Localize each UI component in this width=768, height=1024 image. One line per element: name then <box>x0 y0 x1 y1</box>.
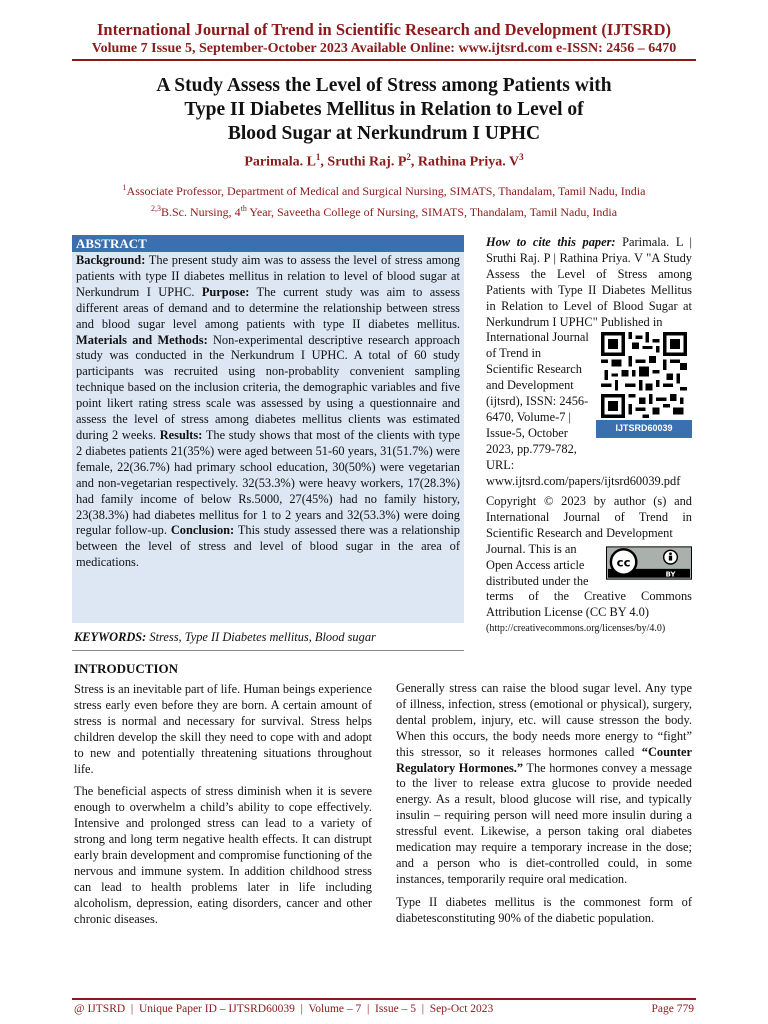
citation-label: How to cite this paper: <box>486 235 616 249</box>
page-footer <box>74 1003 694 1015</box>
author-name: Sruthi Raj. P <box>327 154 407 170</box>
abstract-text: The present study aim was to assess the level of stress among patients with type II diabetes mellitus in relation to level of blood sugar at Nerkundrum I UPHC. <box>76 253 460 299</box>
abstract-label: Materials and Methods: <box>76 332 208 347</box>
intro-left-column <box>74 682 372 935</box>
abstract-box <box>72 235 464 623</box>
qr-block <box>596 332 692 438</box>
author-sup: 1 <box>315 152 321 162</box>
license-url[interactable]: (http://creativecommons.org/licenses/by/4.0) <box>486 623 666 635</box>
intro-paragraph: The beneficial aspects of stress diminish when it is severe enough to overwhelm a child’s ability to cope effectively. Intensive and prolonged stress can lead to a variety of strong and long term negative health effects. It can distrupt early brain development and compromise functioning of the nervous and immune system. In addition childhood stress can lead to health problems later in life including alcoholism, depression, eating disorders, cancer and other chronic diseases. <box>74 784 372 926</box>
abstract-body <box>72 252 464 571</box>
title-line-3: Blood Sugar at Nerkundrum I UPHC <box>227 123 541 144</box>
abstract-label: Results: <box>159 427 203 442</box>
keywords-rule <box>72 650 464 651</box>
journal-header <box>0 20 768 57</box>
cc-by-text: BY <box>665 570 676 579</box>
affiliation-text: Year, Saveetha College of Nursing, SIMATS, Thandalam, Tamil Nadu, India <box>246 205 618 219</box>
intro-text: Generally stress can raise the blood sugar level. Any type of illness, infection, stress (emotional or physical), surgery, dental problem, injury, etc. will cause stresson the body. When this occurs, the body needs more energy to “fight” this stressor, so it releases hormones called <box>396 681 692 759</box>
page-number: Page 779 <box>651 1003 694 1015</box>
header-rule <box>72 59 696 61</box>
intro-paragraph: Stress is an inevitable part of life. Human beings experience stress early even before they are born. A certain amount of stress is normal and necessary for survival. Stress helps children develop the skill they need to cope with and adopt to new and potentially threatening situations throughout life. <box>74 682 372 776</box>
author-sup: 2 <box>406 152 411 162</box>
intro-paragraph <box>396 681 692 888</box>
intro-paragraph: Type II diabetes mellitus is the commonest form of diabetesconstituting 90% of the diabetic population. <box>396 894 692 925</box>
citation-block <box>486 235 692 490</box>
citation-wrap-text: International Journal of Trend in Scientific Research and Development (ijtsrd), ISSN: 2456-6470, Volume-7 | Issue-5, October 2023, pp.779-782, URL: <box>486 330 589 472</box>
qr-caption: IJTSRD60039 <box>596 420 692 438</box>
author-name: Parimala. L <box>244 154 316 170</box>
citation-url[interactable]: www.ijtsrd.com/papers/ijtsrd60039.pdf <box>486 473 681 488</box>
abstract-heading: ABSTRACT <box>72 235 464 252</box>
title-line-2: Type II Diabetes Mellitus in Relation to Level of <box>184 99 584 120</box>
copyright-rest: terms of the Creative Commons Attribution License (CC BY 4.0) <box>486 589 692 620</box>
affiliation-sup: 1 <box>122 183 127 192</box>
author-name: Rathina Priya. V <box>417 154 520 170</box>
abstract-label: Purpose: <box>201 284 250 299</box>
abstract-text: This study assessed there was a relationship between the level of stress and level of blood sugar in the area of medications. <box>76 523 460 570</box>
copyright-intro: Copyright © 2023 by author (s) and International Journal of Trend in Scientific Research and Development <box>486 494 692 540</box>
keywords-text: Stress, Type II Diabetes mellitus, Blood sugar <box>146 630 376 644</box>
footer-rule <box>72 998 696 1000</box>
keywords <box>74 630 464 645</box>
abstract-text: The study shows that most of the clients with type 2 diabetes patients 21(35%) were aged between 51-60 years, 31(51.7%) were female, 22(36.7%) had primary school education, 30(50%) were vegetarian and non-vegetarian respectively. 32(53.3%) were heavy workers, 17(28.3%) had family income of below Rs.5000, 27(45%) had no family history, 23(38.3%) had diabetes mellitus for 1 to 2 years and 32(53.3%) were doing regular follow-up. <box>76 427 460 538</box>
footer-info: @ IJTSRD | Unique Paper ID – IJTSRD60039 | Volume – 7 | Issue – 5 | Sep-Oct 2023 <box>74 1003 494 1015</box>
issue-line: Volume 7 Issue 5, September-October 2023 Available Online: www.ijtsrd.com e-ISSN: 2456 – 6470 <box>91 41 677 56</box>
abstract-label: Background: <box>76 253 146 267</box>
title-line-1: A Study Assess the Level of Stress among Patients with <box>156 75 612 96</box>
intro-bold: “Counter Regulatory Hormones.” <box>396 744 692 775</box>
cc-badge-text: cc <box>616 555 631 570</box>
citation-text: Parimala. L | Sruthi Raj. P | Rathina Priya. V "A Study Assess the Level of Stress among Patients with Type II Diabetes Mellitus in Relation to Level of Blood Sugar at Nerkundrum I UPHC" Published in <box>486 235 692 329</box>
authors: Parimala. $L^1$, Sruthi Raj. $P^2$, Rathina Priya. $V^3$ <box>244 152 524 170</box>
keywords-label: KEYWORDS: <box>74 630 147 644</box>
intro-right-column <box>396 681 692 934</box>
abstract-label: Conclusion: <box>170 523 235 538</box>
affiliation-ordinal: th <box>240 204 247 213</box>
paper-title <box>90 74 678 146</box>
abstract-text: The current study was aim to assess different areas of demand and to determine the relationship between stress and blood sugar level among patients with type II diabetes mellitus. <box>76 284 460 331</box>
qr-code-icon <box>601 332 687 418</box>
affiliation-text: Associate Professor, Department of Medical and Surgical Nursing, SIMATS, Thandalam, Tamil Nadu, India <box>126 184 646 198</box>
affiliation-1 <box>0 180 768 199</box>
affiliation-2 <box>0 201 768 220</box>
introduction-heading: INTRODUCTION <box>74 661 179 676</box>
copyright-wrap: Journal. This is an Open Access article distributed under the <box>486 541 589 588</box>
author-sup: 3 <box>519 152 524 162</box>
journal-title: International Journal of Trend in Scientific Research and Development (IJTSRD) <box>97 20 671 39</box>
intro-text: The hormones convey a message to the liver to release extra glucose to provide needed energy. As a result, blood glucose will rise, and typically insulin – requiring person will need more insulin during a stressful event. Likewise, a person taking oral diabetes medication may require a temporary increase in the dose; and a person who is diet-controlled could, in some instances, temporarily require oral medication. <box>396 760 692 886</box>
copyright-block <box>486 494 692 637</box>
abstract-text: Non-experimental descriptive research approach study was conducted in the Nerkundrum I UPHC. A total of 60 study participants was recruited using non-probablity convenient sampling technique based on the inclusion criteria, the demographic variables and five point likert rating stress scale was assessed by using a questionnaire and assess the level of stress among diabetes mellitus clients was estimated during 2 weeks. <box>76 332 460 442</box>
affiliation-text: B.Sc. Nursing, 4 <box>160 205 241 219</box>
affiliation-sup: 2,3 <box>150 204 161 213</box>
cc-by-license-icon[interactable] <box>606 546 692 580</box>
